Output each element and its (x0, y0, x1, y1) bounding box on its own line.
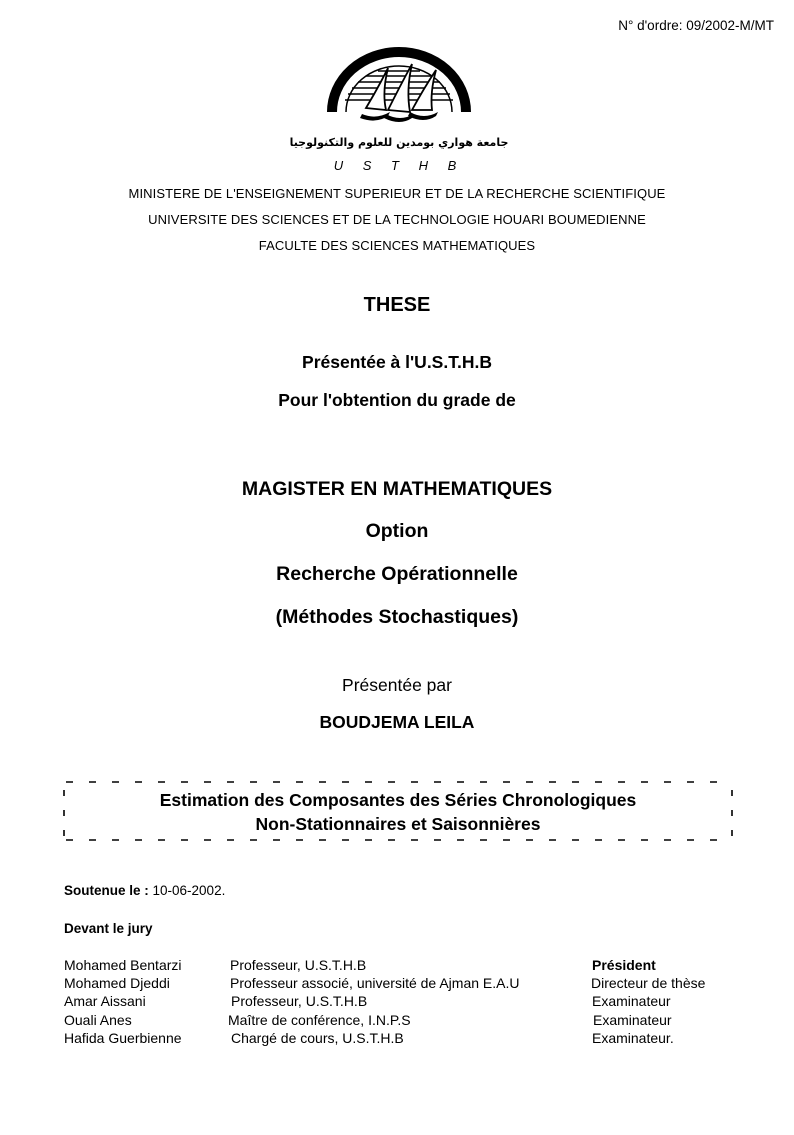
ministry-line: MINISTERE DE L'ENSEIGNEMENT SUPERIEUR ET DE LA RECHERCHE SCIENTIFIQUE (128, 186, 666, 201)
defense-label: Soutenue le : (64, 883, 149, 898)
degree-title: MAGISTER EN MATHEMATIQUES (241, 478, 553, 500)
jury-name: Ouali Anes (64, 1012, 132, 1028)
author-name: BOUDJEMA LEILA (319, 712, 475, 732)
defense-date: 10-06-2002. (148, 883, 226, 898)
jury-position: Professeur, U.S.T.H.B (230, 957, 367, 973)
usthb-logo-sails-icon (289, 48, 509, 176)
presented-by-label: Présentée par (342, 675, 452, 695)
jury-heading: Devant le jury (64, 921, 153, 936)
defense-date-line (64, 883, 225, 898)
jury-name: Mohamed Djeddi (64, 975, 170, 991)
jury-position: Chargé de cours, U.S.T.H.B (231, 1030, 404, 1046)
thesis-title-line-1: Estimation des Composantes des Séries Chronologiques (159, 790, 637, 810)
thesis-title-line-2: Non-Stationnaires et Saisonnières (255, 814, 541, 834)
logo-latin-text: U S T H B (333, 158, 465, 173)
faculty-line: FACULTE DES SCIENCES MATHEMATIQUES (258, 238, 536, 253)
degree-purpose: Pour l'obtention du grade de (278, 390, 516, 410)
jury-role: Président (592, 957, 656, 973)
jury-row (64, 1030, 744, 1050)
jury-role: Examinateur (593, 1012, 672, 1028)
jury-name: Hafida Guerbienne (64, 1030, 182, 1046)
university-logo (289, 48, 509, 176)
jury-position: Professeur associé, université de Ajman E.A.U (230, 975, 520, 991)
option-name: Recherche Opérationnelle (276, 563, 518, 585)
jury-name: Mohamed Bentarzi (64, 957, 182, 973)
specialty: (Méthodes Stochastiques) (275, 606, 519, 628)
jury-role: Directeur de thèse (591, 975, 706, 991)
jury-role: Examinateur (592, 993, 671, 1009)
jury-name: Amar Aissani (64, 993, 146, 1009)
jury-row (64, 975, 744, 995)
presented-to: Présentée à l'U.S.T.H.B (302, 352, 492, 372)
university-line: UNIVERSITE DES SCIENCES ET DE LA TECHNOLOGIE HOUARI BOUMEDIENNE (148, 212, 646, 227)
jury-row (64, 1012, 744, 1032)
jury-row (64, 957, 744, 977)
thesis-heading: THESE (363, 294, 431, 316)
jury-row (64, 993, 744, 1013)
thesis-title-box (62, 780, 734, 842)
jury-position: Professeur, U.S.T.H.B (231, 993, 368, 1009)
order-number: N° d'ordre: 09/2002-M/MT (618, 18, 774, 33)
logo-arabic-text: جامعة هواري بومدين للعلوم والتكنولوجيا (289, 136, 509, 149)
jury-role: Examinateur. (592, 1030, 674, 1046)
jury-position: Maître de conférence, I.N.P.S (228, 1012, 411, 1028)
option-label: Option (365, 520, 429, 542)
